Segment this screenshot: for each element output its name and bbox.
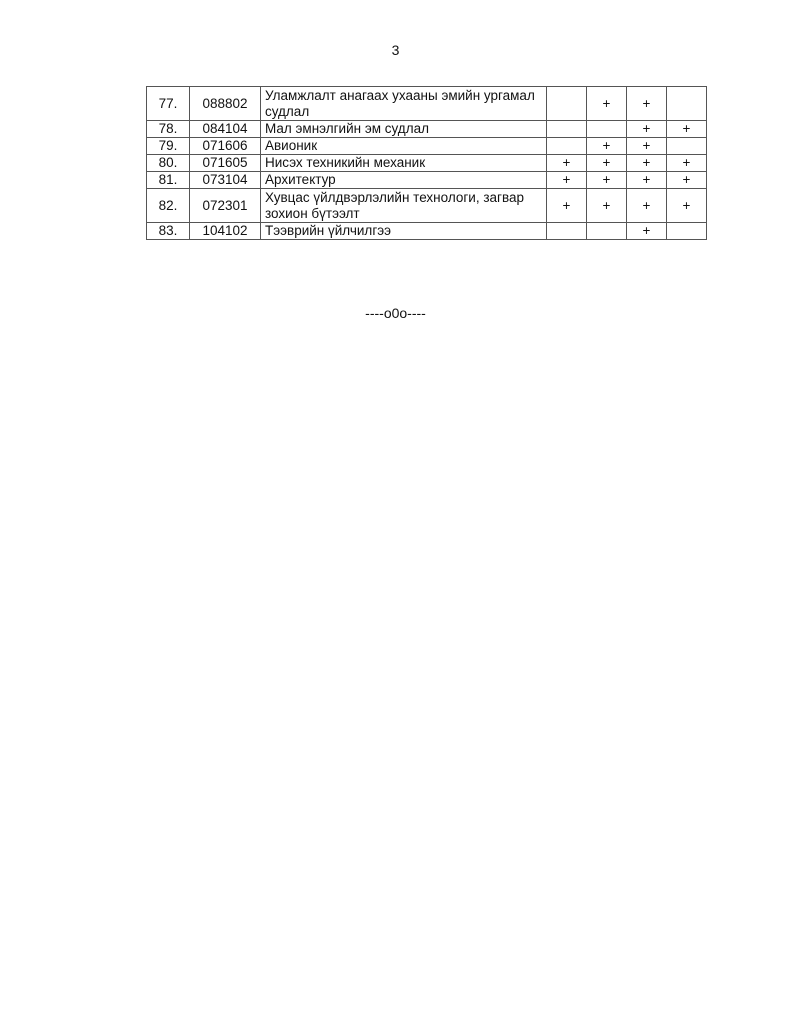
mark-cell-2: +	[587, 87, 627, 121]
mark-cell-1	[547, 223, 587, 240]
program-code: 084104	[190, 121, 261, 138]
mark-cell-2	[587, 223, 627, 240]
program-name: Мал эмнэлгийн эм судлал	[261, 121, 547, 138]
program-name: Авионик	[261, 138, 547, 155]
mark-cell-1: +	[547, 172, 587, 189]
mark-cell-1: +	[547, 155, 587, 172]
program-name: Хувцас үйлдвэрлэлийн технологи, загвар зохион бүтээлт	[261, 189, 547, 223]
program-code: 104102	[190, 223, 261, 240]
mark-cell-1	[547, 87, 587, 121]
mark-cell-4	[667, 87, 707, 121]
program-table	[146, 86, 707, 240]
program-name: Уламжлалт анагаах ухааны эмийн ургамал судлал	[261, 87, 547, 121]
mark-cell-4: +	[667, 189, 707, 223]
row-number: 79.	[147, 138, 190, 155]
row-number: 80.	[147, 155, 190, 172]
mark-cell-3: +	[627, 223, 667, 240]
program-code: 073104	[190, 172, 261, 189]
row-number: 82.	[147, 189, 190, 223]
mark-cell-1	[547, 121, 587, 138]
mark-cell-2: +	[587, 155, 627, 172]
mark-cell-2: +	[587, 138, 627, 155]
end-of-document-mark: ----o0o----	[365, 305, 426, 321]
table-row	[147, 138, 707, 155]
table-row	[147, 121, 707, 138]
program-name: Тээврийн үйлчилгээ	[261, 223, 547, 240]
program-code: 071606	[190, 138, 261, 155]
program-name: Нисэх техникийн механик	[261, 155, 547, 172]
row-number: 83.	[147, 223, 190, 240]
row-number: 77.	[147, 87, 190, 121]
mark-cell-2	[587, 121, 627, 138]
mark-cell-4	[667, 223, 707, 240]
row-number: 78.	[147, 121, 190, 138]
mark-cell-1	[547, 138, 587, 155]
mark-cell-3: +	[627, 87, 667, 121]
program-code: 071605	[190, 155, 261, 172]
program-code: 088802	[190, 87, 261, 121]
table-row	[147, 223, 707, 240]
mark-cell-4: +	[667, 155, 707, 172]
mark-cell-3: +	[627, 189, 667, 223]
table-row	[147, 87, 707, 121]
mark-cell-1: +	[547, 189, 587, 223]
mark-cell-4: +	[667, 172, 707, 189]
page-number: 3	[391, 42, 400, 58]
table-row	[147, 172, 707, 189]
mark-cell-2: +	[587, 189, 627, 223]
row-number: 81.	[147, 172, 190, 189]
mark-cell-3: +	[627, 155, 667, 172]
mark-cell-3: +	[627, 121, 667, 138]
mark-cell-3: +	[627, 138, 667, 155]
table-row	[147, 155, 707, 172]
mark-cell-3: +	[627, 172, 667, 189]
mark-cell-4	[667, 138, 707, 155]
table-row	[147, 189, 707, 223]
program-name: Архитектур	[261, 172, 547, 189]
mark-cell-4: +	[667, 121, 707, 138]
mark-cell-2: +	[587, 172, 627, 189]
program-code: 072301	[190, 189, 261, 223]
